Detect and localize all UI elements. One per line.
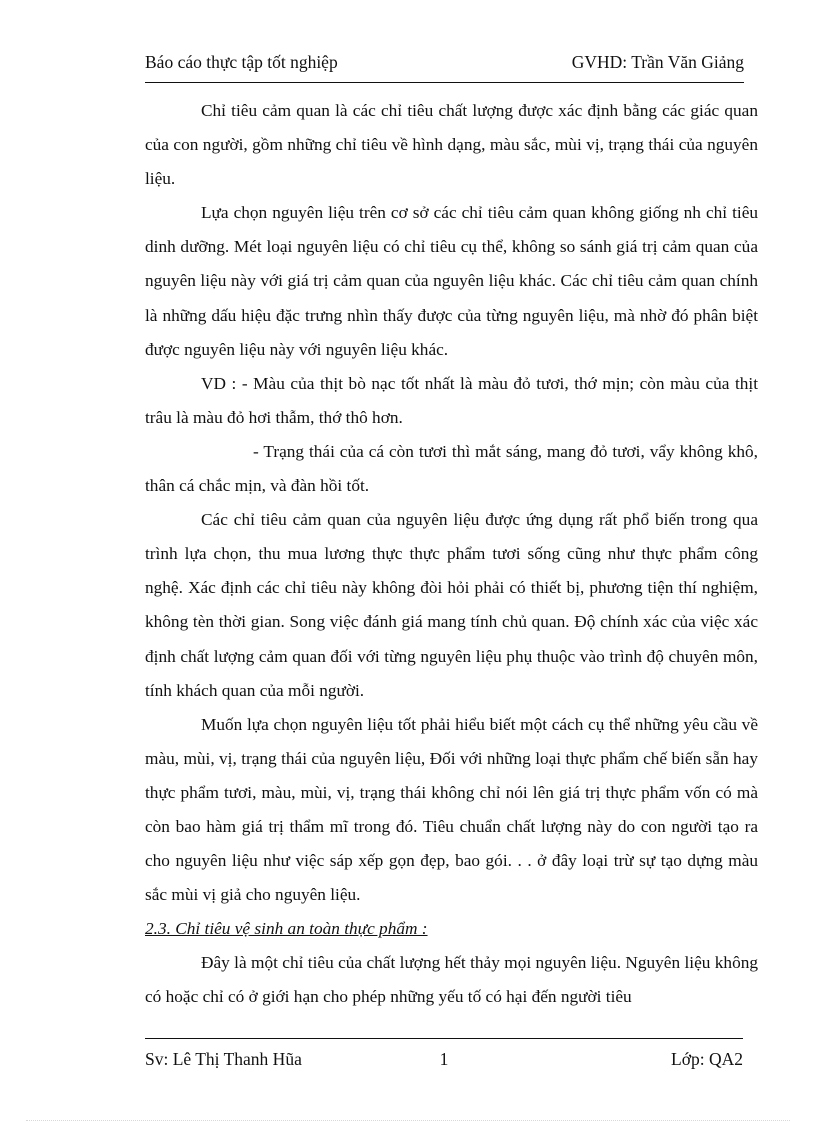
paragraph-sensory-application: Các chỉ tiêu cảm quan của nguyên liệu được ứng dụng rất phổ biến trong qua trình lựa chọn, thu mua lương thực thực phẩm tươi sống cũng như thực phẩm công nghệ. Xác định các chỉ tiêu này không đòi hỏi phải có thiết bị, phương tiện thí nghiệm, không tèn thời gian. Song việc đánh giá mang tính chủ quan. Độ chính xác của việc xác định chất lượng cảm quan đối với từng nguyên liệu phụ thuộc vào trình độ chuyên môn, tính khách quan của mỗi người. bbox=[145, 510, 758, 700]
footer-class: Lớp: QA2 bbox=[671, 1049, 743, 1069]
page-bottom-edge bbox=[26, 1120, 790, 1121]
header-supervisor: GVHD: Trần Văn Giảng bbox=[571, 52, 744, 72]
section-heading-food-safety: 2.3. Chỉ tiêu vệ sinh an toàn thực phẩm : bbox=[145, 919, 428, 939]
page-footer bbox=[145, 1049, 743, 1075]
paragraph-example-fish: - Trạng thái của cá còn tươi thì mắt sáng, mang đỏ tươi, vẩy không khô, thân cá chắc mịn, và đàn hồi tốt. bbox=[145, 441, 758, 496]
footer-divider bbox=[145, 1038, 743, 1039]
footer-student-name: Sv: Lê Thị Thanh Hũa bbox=[145, 1049, 302, 1069]
paragraph-food-safety: Đây là một chỉ tiêu của chất lượng hết thảy mọi nguyên liệu. Nguyên liệu không có hoặc chỉ có ở giới hạn cho phép những yếu tố có hại đến người tiêu bbox=[145, 953, 758, 1007]
paragraph-sensory-selection: Lựa chọn nguyên liệu trên cơ sở các chỉ tiêu cảm quan không giống nh chỉ tiêu dinh dưỡng. Mét loại nguyên liệu có chỉ tiêu cụ thể, không so sánh giá trị cảm quan của nguyên liệu này với giá trị cảm quan của nguyên liệu khác. Các chỉ tiêu cảm quan chính là những dấu hiệu đặc trưng nhìn thấy được của từng nguyên liệu, mà nhờ đó phân biệt được nguyên liệu này với nguyên liệu khác. bbox=[145, 203, 758, 359]
paragraph-sensory-requirements: Muốn lựa chọn nguyên liệu tốt phải hiểu biết một cách cụ thể những yêu cầu về màu, mùi, vị, trạng thái của nguyên liệu, Đối với những loại thực phẩm chế biến sẵn hay thực phẩm tươi, màu, mùi, vị, trạng thái không chỉ nói lên giá trị thực phẩm vốn có mà còn bao hàm giá trị thẩm mĩ trong đó. Tiêu chuẩn chất lượng này do con người tạo ra cho nguyên liệu như việc sáp xếp gọn đẹp, bao gói. . . ở đây loại trừ sự tạo dựng màu sắc mùi vị giả cho nguyên liệu. bbox=[145, 714, 758, 905]
page-content bbox=[145, 94, 758, 1015]
page-header bbox=[145, 52, 744, 83]
paragraph-sensory-definition: Chỉ tiêu cảm quan là các chỉ tiêu chất lượng được xác định bằng các giác quan của con người, gồm những chỉ tiêu về hình dạng, màu sắc, mùi vị, trạng thái của nguyên liệu. bbox=[145, 101, 758, 189]
header-report-title: Báo cáo thực tập tốt nghiệp bbox=[145, 52, 338, 72]
paragraph-example-meat: VD : - Màu của thịt bò nạc tốt nhất là màu đỏ tươi, thớ mịn; còn màu của thịt trâu là màu đỏ hơi thẫm, thớ thô hơn. bbox=[145, 373, 758, 427]
footer-page-number: 1 bbox=[439, 1049, 449, 1069]
